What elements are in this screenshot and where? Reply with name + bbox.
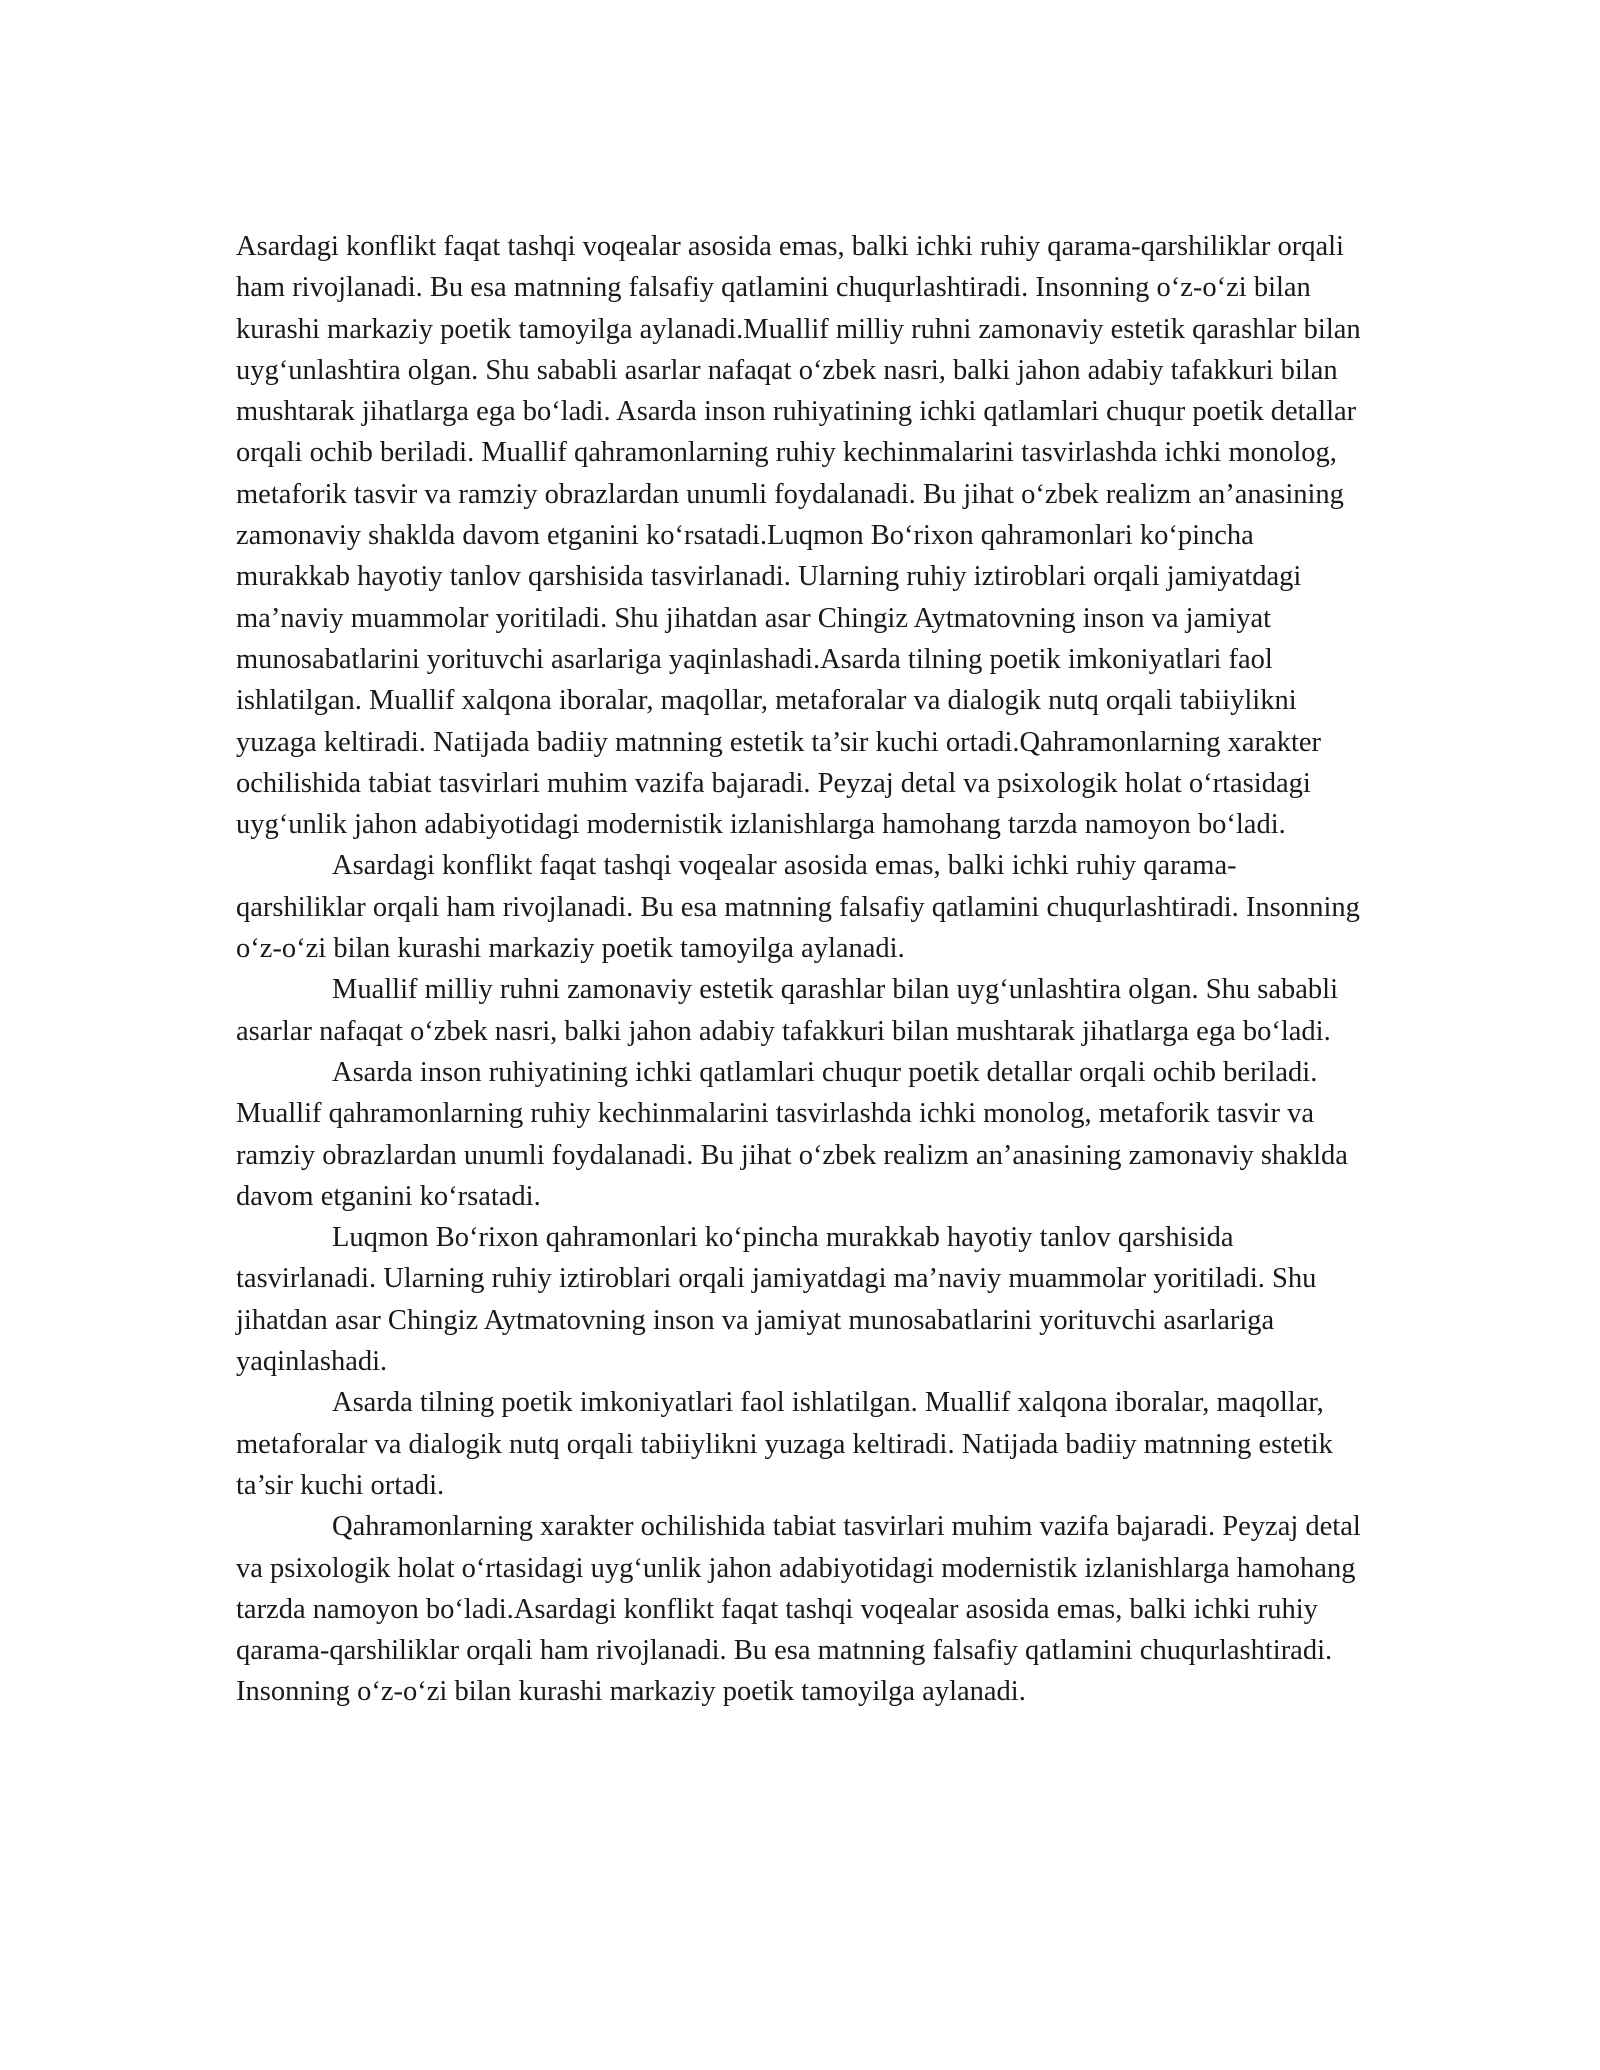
paragraph-5: Luqmon Bo‘rixon qahramonlari ko‘pincha murakkab hayotiy tanlov qarshisida tasvirlanadi. Ularning ruhiy iztiroblari orqali jamiyatdagi ma’naviy muammolar yoritiladi. Shu jihatdan asar Chingiz Aytmatovning inson va jamiyat munosabatlarini yorituvchi asarlariga yaqinlashadi. (236, 1222, 1317, 1378)
paragraph-2: Asardagi konflikt faqat tashqi voqealar asosida emas, balki ichki ruhiy qarama-qarshiliklar orqali ham rivojlanadi. Bu esa matnning falsafiy qatlamini chuqurlashtiradi. Insonning o‘z-o‘zi bilan kurashi markaziy poetik tamoyilga aylanadi. (236, 850, 1360, 965)
paragraph-4: Asarda inson ruhiyatining ichki qatlamlari chuqur poetik detallar orqali ochib beriladi. Muallif qahramonlarning ruhiy kechinmalarini tasvirlashda ichki monolog, metaforik tasvir va ramziy obrazlardan unumli foydalanadi. Bu jihat o‘zbek realizm an’anasining zamonaviy shaklda davom etganini ko‘rsatadi. (236, 1056, 1348, 1212)
document-body (236, 226, 1366, 1713)
paragraph-1: Asardagi konflikt faqat tashqi voqealar asosida emas, balki ichki ruhiy qarama-qarshiliklar orqali ham rivojlanadi. Bu esa matnning falsafiy qatlamini chuqurlashtiradi. Insonning o‘z-o‘zi bilan kurashi markaziy poetik tamoyilga aylanadi.Muallif milliy ruhni zamonaviy estetik qarashlar bilan uyg‘unlashtira olgan. Shu sababli asarlar nafaqat o‘zbek nasri, balki jahon adabiy tafakkuri bilan mushtarak jihatlarga ega bo‘ladi. Asarda inson ruhiyatining ichki qatlamlari chuqur poetik detallar orqali ochib beriladi. Muallif qahramonlarning ruhiy kechinmalarini tasvirlashda ichki monolog, metaforik tasvir va ramziy obrazlardan unumli foydalanadi. Bu jihat o‘zbek realizm an’anasining zamonaviy shaklda davom etganini ko‘rsatadi.Luqmon Bo‘rixon qahramonlari ko‘pincha murakkab hayotiy tanlov qarshisida tasvirlanadi. Ularning ruhiy iztiroblari orqali jamiyatdagi ma’naviy muammolar yoritiladi. Shu jihatdan asar Chingiz Aytmatovning inson va jamiyat munosabatlarini yorituvchi asarlariga yaqinlashadi.Asarda tilning poetik imkoniyatlari faol ishlatilgan. Muallif xalqona iboralar, maqollar, metaforalar va dialogik nutq orqali tabiiylikni yuzaga keltiradi. Natijada badiiy matnning estetik ta’sir kuchi ortadi.Qahramonlarning xarakter ochilishida tabiat tasvirlari muhim vazifa bajaradi. Peyzaj detal va psixologik holat o‘rtasidagi uyg‘unlik jahon adabiyotidagi modernistik izlanishlarga hamohang tarzda namoyon bo‘ladi. (236, 231, 1361, 841)
paragraph-3: Muallif milliy ruhni zamonaviy estetik qarashlar bilan uyg‘unlashtira olgan. Shu sababli asarlar nafaqat o‘zbek nasri, balki jahon adabiy tafakkuri bilan mushtarak jihatlarga ega bo‘ladi. (236, 974, 1338, 1047)
paragraph-6: Asarda tilning poetik imkoniyatlari faol ishlatilgan. Muallif xalqona iboralar, maqollar, metaforalar va dialogik nutq orqali tabiiylikni yuzaga keltiradi. Natijada badiiy matnning estetik ta’sir kuchi ortadi. (236, 1387, 1333, 1501)
paragraph-7: Qahramonlarning xarakter ochilishida tabiat tasvirlari muhim vazifa bajaradi. Peyzaj detal va psixologik holat o‘rtasidagi uyg‘unlik jahon adabiyotidagi modernistik izlanishlarga hamohang tarzda namoyon bo‘ladi.Asardagi konflikt faqat tashqi voqealar asosida emas, balki ichki ruhiy qarama-qarshiliklar orqali ham rivojlanadi. Bu esa matnning falsafiy qatlamini chuqurlashtiradi. Insonning o‘z-o‘zi bilan kurashi markaziy poetik tamoyilga aylanadi. (236, 1511, 1361, 1708)
